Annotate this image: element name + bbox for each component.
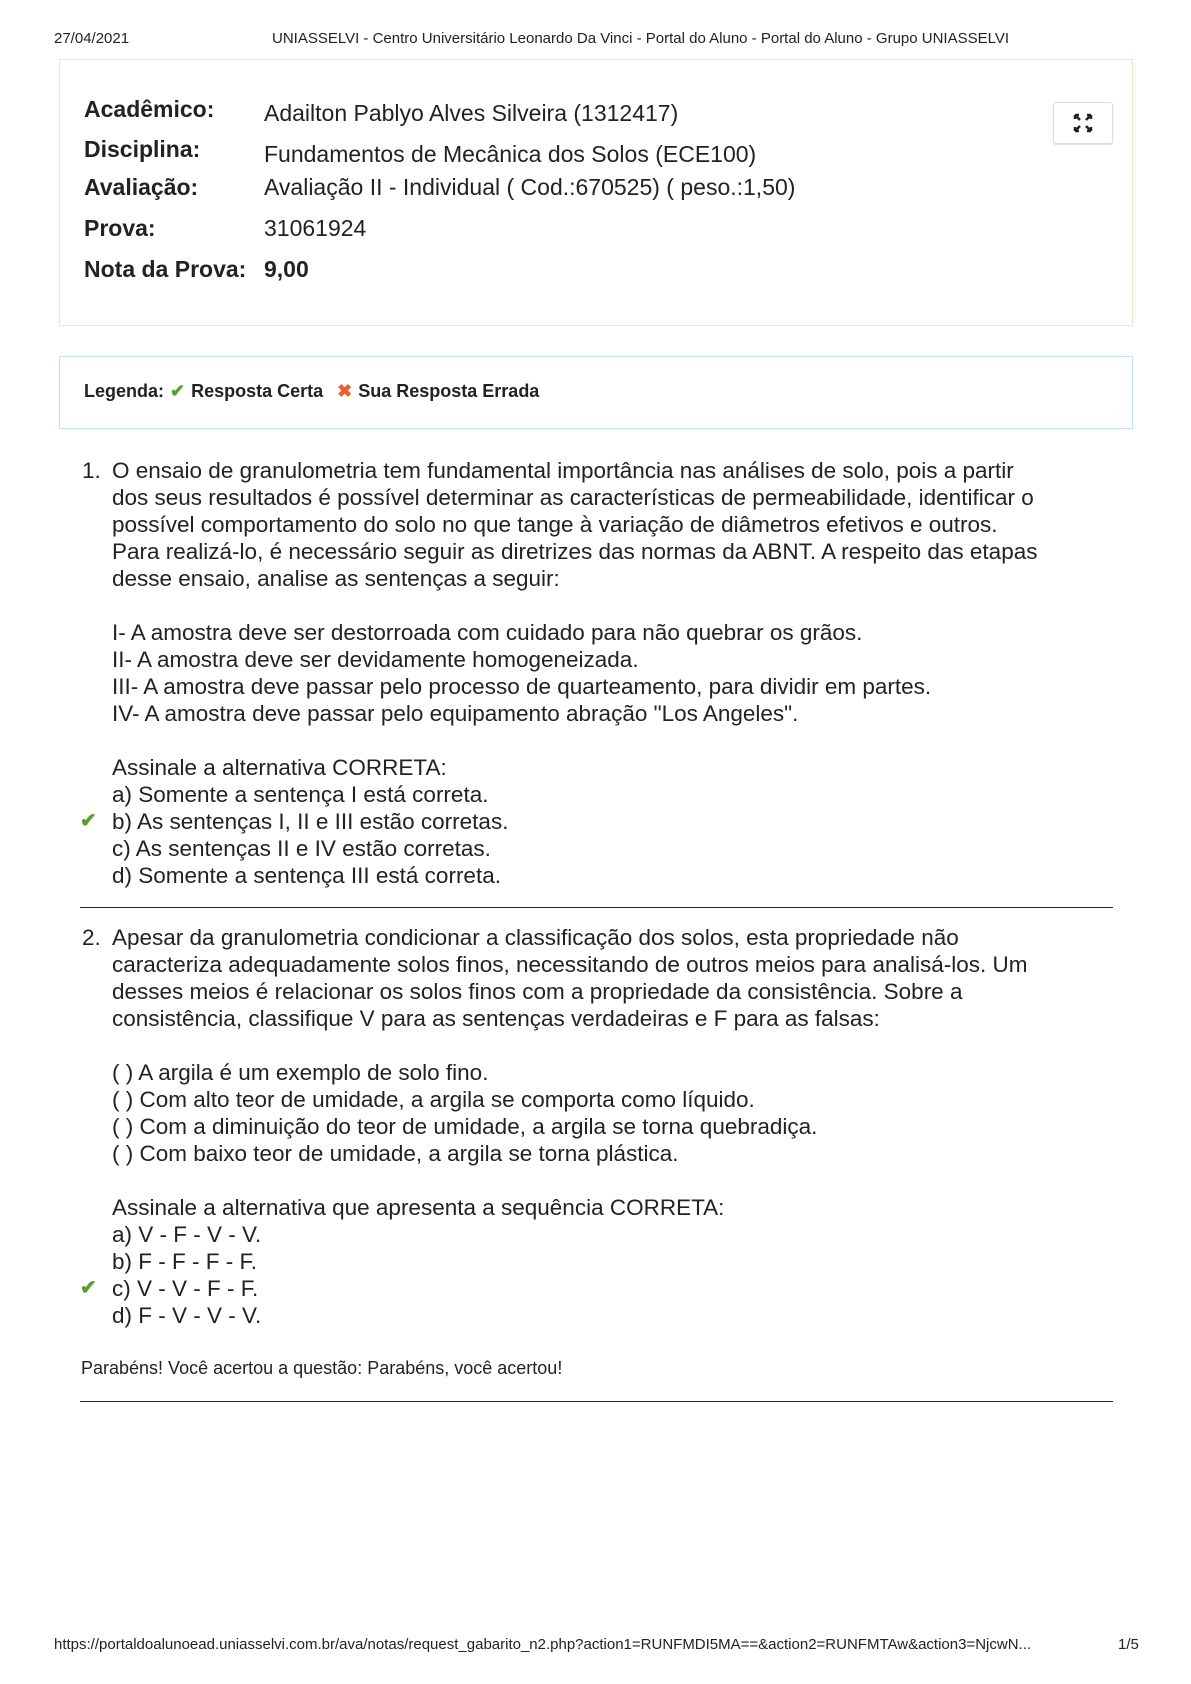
info-value: Adailton Pablyo Alves Silveira (1312417) [264, 100, 679, 126]
info-label: Acadêmico: [84, 96, 215, 122]
stem-line: caracteriza adequadamente solos finos, necessitando de outros meios para analisá-los. Um [112, 952, 1028, 977]
statement: IV- A amostra deve passar pelo equipamento abração "Los Angeles". [112, 701, 799, 726]
stem-line: Apesar da granulometria condicionar a classificação dos solos, esta propriedade não [112, 925, 959, 950]
question-1 [80, 457, 1115, 889]
stem-line: desses meios é relacionar os solos finos com a propriedade da consistência. Sobre a [112, 979, 963, 1004]
stem-line: consistência, classifique V para as sentenças verdadeiras e F para as falsas: [112, 1006, 880, 1031]
divider [80, 1401, 1113, 1402]
feedback-message: Parabéns! Você acertou a questão: Parabéns, você acertou! [81, 1358, 563, 1378]
info-value: Avaliação II - Individual ( Cod.:670525) ( peso.:1,50) [264, 174, 796, 200]
statement: ( ) Com baixo teor de umidade, a argila se torna plástica. [112, 1141, 679, 1166]
option-b-correct [80, 808, 1115, 835]
expand-icon [1073, 113, 1093, 133]
option-d: d) Somente a sentença III está correta. [112, 863, 501, 888]
option-d: d) F - V - V - V. [112, 1303, 262, 1328]
info-label: Nota da Prova: [84, 256, 247, 282]
footer-url: https://portaldoalunoead.uniasselvi.com.br/ava/notas/request_gabarito_n2.php?action1=RUNFMDI5MA==&action2=RUNFMTAw&action3=NjcwN... [54, 1636, 1032, 1653]
legend-label: Legenda: [84, 381, 165, 401]
question-prompt: Assinale a alternativa CORRETA: [112, 755, 447, 780]
option-c: c) As sentenças II e IV estão corretas. [112, 836, 491, 861]
option-text: c) V - V - F - F. [112, 1276, 259, 1301]
info-label: Disciplina: [84, 136, 201, 162]
option-text: b) As sentenças I, II e III estão corretas. [112, 809, 509, 834]
cross-icon: ✖ [337, 381, 353, 401]
stem-line: O ensaio de granulometria tem fundamental importância nas análises de solo, pois a partir [112, 458, 1014, 483]
page-number: 1/5 [1118, 1636, 1139, 1653]
statement: ( ) A argila é um exemplo de solo fino. [112, 1060, 489, 1085]
question-number: 1. [82, 458, 101, 483]
info-value: 9,00 [264, 256, 309, 282]
option-c-correct [80, 1275, 1115, 1302]
stem-line: desse ensaio, analise as sentenças a seguir: [112, 566, 560, 591]
statement: III- A amostra deve passar pelo processo de quarteamento, para dividir em partes. [112, 674, 932, 699]
statement: II- A amostra deve ser devidamente homogeneizada. [112, 647, 639, 672]
statement: ( ) Com a diminuição do teor de umidade, a argila se torna quebradiça. [112, 1114, 818, 1139]
info-label: Avaliação: [84, 174, 199, 200]
legend-wrong: Sua Resposta Errada [358, 381, 540, 401]
option-b: b) F - F - F - F. [112, 1249, 257, 1274]
info-label: Prova: [84, 215, 156, 241]
stem-line: dos seus resultados é possível determinar as características de permeabilidade, identificar o [112, 485, 1034, 510]
checkmark-icon: ✔ [80, 1277, 97, 1299]
statement: ( ) Com alto teor de umidade, a argila se comporta como líquido. [112, 1087, 755, 1112]
checkmark-icon: ✔ [80, 810, 97, 832]
stem-line: possível comportamento do solo no que tange à variação de diâmetros efetivos e outros. [112, 512, 998, 537]
question-prompt: Assinale a alternativa que apresenta a sequência CORRETA: [112, 1195, 725, 1220]
question-number: 2. [82, 925, 101, 950]
question-2 [80, 924, 1115, 1329]
exam-info-panel [59, 59, 1133, 326]
statement: I- A amostra deve ser destorroada com cuidado para não quebrar os grãos. [112, 620, 863, 645]
info-value: Fundamentos de Mecânica dos Solos (ECE100) [264, 141, 757, 167]
page-title: UNIASSELVI - Centro Universitário Leonardo Da Vinci - Portal do Aluno - Portal do Aluno - Grupo UNIASSELVI [272, 30, 1010, 47]
info-value: 31061924 [264, 215, 367, 241]
legend-panel [59, 356, 1133, 429]
divider [80, 907, 1113, 908]
option-a: a) Somente a sentença I está correta. [112, 782, 489, 807]
option-a: a) V - F - V - V. [112, 1222, 262, 1247]
legend-correct: Resposta Certa [191, 381, 324, 401]
print-date: 27/04/2021 [54, 30, 130, 47]
expand-button[interactable] [1053, 102, 1113, 144]
checkmark-icon: ✔ [170, 381, 186, 401]
stem-line: Para realizá-lo, é necessário seguir as diretrizes das normas da ABNT. A respeito das etapas [112, 539, 1038, 564]
